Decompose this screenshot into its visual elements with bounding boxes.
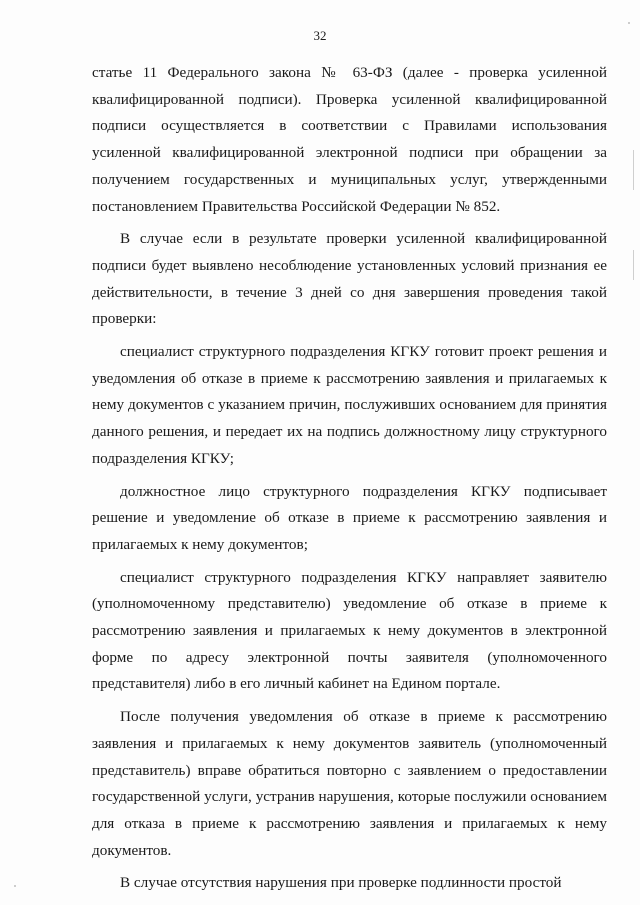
scan-speck	[14, 885, 16, 887]
paragraph-simple-signature: В случае отсутствия нарушения при проверке подлинности простой	[120, 874, 562, 892]
scan-speck	[628, 22, 630, 24]
page-number: 32	[313, 28, 327, 43]
document-body	[92, 60, 607, 897]
scan-edge-mark	[633, 150, 634, 190]
paragraph-reapply: После получения уведомления об отказе в приеме к рассмотрению заявления и прилагаемых к нему документов заявитель (уполномоченный представитель) вправе обратиться повторно с заявлением о предоставлении государственной услуги, устранив нарушения, которые послужили основанием для отказа в приеме к рассмотрению заявления и прилагаемых к нему документов.	[92, 708, 607, 859]
scan-edge-mark	[633, 250, 634, 280]
paragraph-invalid-signature: В случае если в результате проверки усиленной квалифицированной подписи будет выявлено несоблюдение установленных условий признания ее действительности, в течение 3 дней со дня завершения проведения такой проверки:	[92, 230, 607, 328]
paragraph-specialist-sends: специалист структурного подразделения КГКУ направляет заявителю (уполномоченному представителю) уведомление об отказе в приеме к рассмотрению заявления и прилагаемых к нему документов в электронной форме по адресу электронной почты заявителя (уполномоченного представителя) либо в его личный кабинет на Едином портале.	[92, 568, 607, 693]
paragraph-specialist-prepares: специалист структурного подразделения КГКУ готовит проект решения и уведомления об отказе в приеме к рассмотрению заявления и прилагаемых к нему документов с указанием причин, послуживших основанием для принятия данного решения, и передает их на подпись должностному лицу структурного подразделения КГКУ;	[92, 343, 607, 467]
paragraph-signature-check: статье 11 Федерального закона № 63-ФЗ (далее - проверка усиленной квалифицированной подписи). Проверка усиленной квалифицированной подписи осуществляется в соответствии с Правилами использования усиленной квалифицированной электронной подписи при обращении за получением государственных и муниципальных услуг, утвержденными постановлением Правительства Российской Федерации № 852.	[92, 64, 607, 215]
paragraph-official-signs: должностное лицо структурного подразделения КГКУ подписывает решение и уведомление об отказе в приеме к рассмотрению заявления и прилагаемых к нему документов;	[92, 482, 607, 553]
